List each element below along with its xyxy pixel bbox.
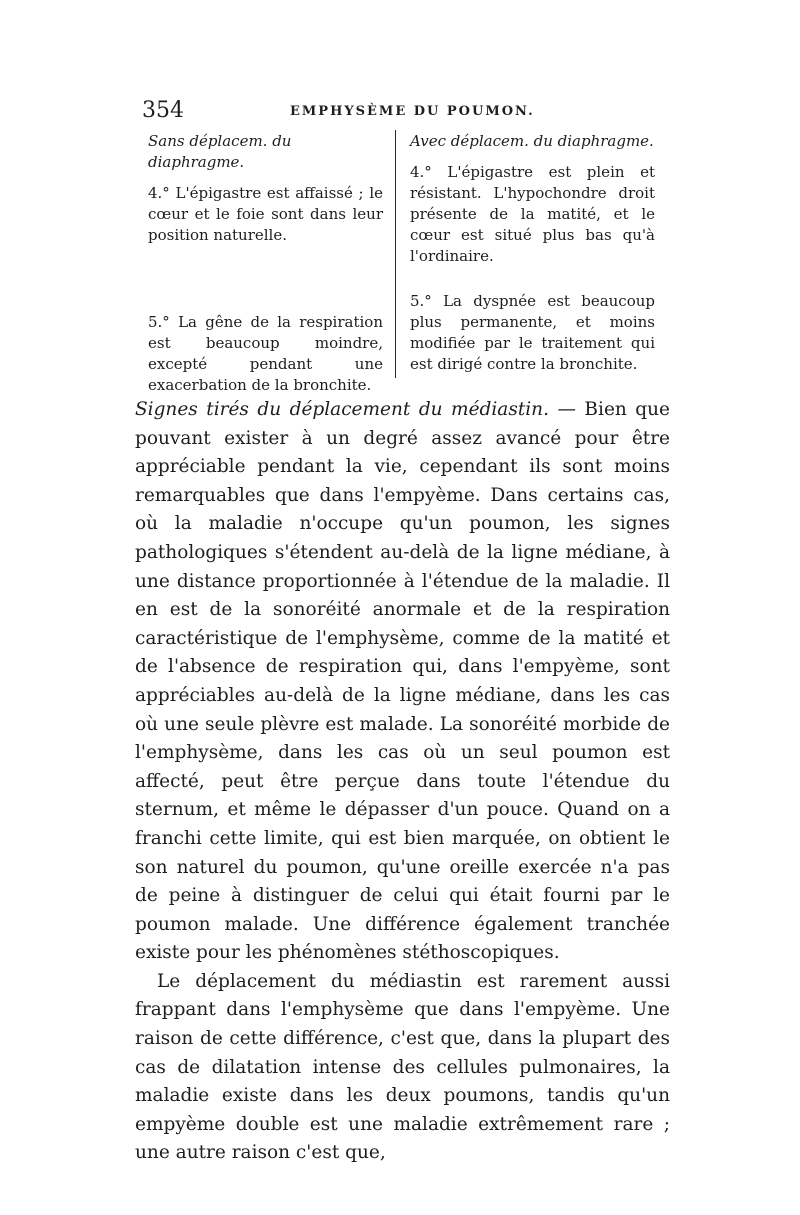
spacer [148, 246, 383, 312]
page-number: 354 [142, 98, 184, 123]
running-title: EMPHYSÈME DU POUMON. [290, 104, 535, 119]
comparison-left-column [148, 131, 383, 396]
left-item-5: 5.° La gêne de la respiration est beaucoup moindre, excepté pendant une exacerbation de la bronchite. [148, 313, 383, 394]
right-item-4: 4.° L'épigastre est plein et résistant. L'hypochondre droit présente de la matité, et le cœur est situé plus bas qu'à l'ordinaire. [410, 163, 655, 265]
paragraph-heading: Signes tirés du déplacement du médiastin. [135, 399, 549, 420]
paragraph-1-text: — Bien que pouvant exister à un degré assez avancé pour être appréciable pendant la vie, cependant ils sont moins remarquables que dans l'empyème. Dans certains cas, où la maladie n'occupe qu'un poumon, les signes pathologiques s'étendent au-delà de la ligne médiane, à une distance proportionnée à l'étendue de la maladie. Il en est de la sonoréité anormale et de la respiration caractéristique de l'emphysème, comme de la matité et de l'absence de respiration qui, dans l'empyème, sont appréciables au-delà de la ligne médiane, dans les cas où une seule plèvre est malade. La sonoréité morbide de l'emphysème, dans les cas où un seul poumon est affecté, peut être perçue dans toute l'étendue du sternum, et même le dépasser d'un pouce. Quand on a franchi cette limite, qui est bien marquée, on obtient le son naturel du poumon, qu'une oreille exercée n'a pas de peine à distinguer de celui qui était fourni par le poumon malade. Une différence également tranchée existe pour les phénomènes stéthoscopiques. [135, 399, 670, 964]
comparison-right-column [410, 131, 655, 375]
column-divider [395, 130, 396, 378]
paragraph-1 [135, 396, 670, 968]
right-item-5: 5.° La dyspnée est beaucoup plus permanente, et moins modifiée par le traitement qui est dirigé contre la bronchite. [410, 292, 655, 373]
body-text [135, 396, 670, 1168]
left-item-4: 4.° L'épigastre est affaissé ; le cœur et le foie sont dans leur position naturelle. [148, 184, 383, 244]
spacer [410, 267, 655, 291]
paragraph-2: Le déplacement du médiastin est rarement aussi frappant dans l'emphysème que dans l'empyème. Une raison de cette différence, c'est que, dans la plupart des cas de dilatation intense des cellules pulmonaires, la maladie existe dans les deux poumons, tandis qu'un empyème double est une maladie extrêmement rare ; une autre raison c'est que, [135, 970, 670, 1164]
left-column-header: Sans déplacem. du diaphragme. [148, 132, 292, 171]
right-column-header: Avec déplacem. du diaphragme. [410, 132, 654, 150]
